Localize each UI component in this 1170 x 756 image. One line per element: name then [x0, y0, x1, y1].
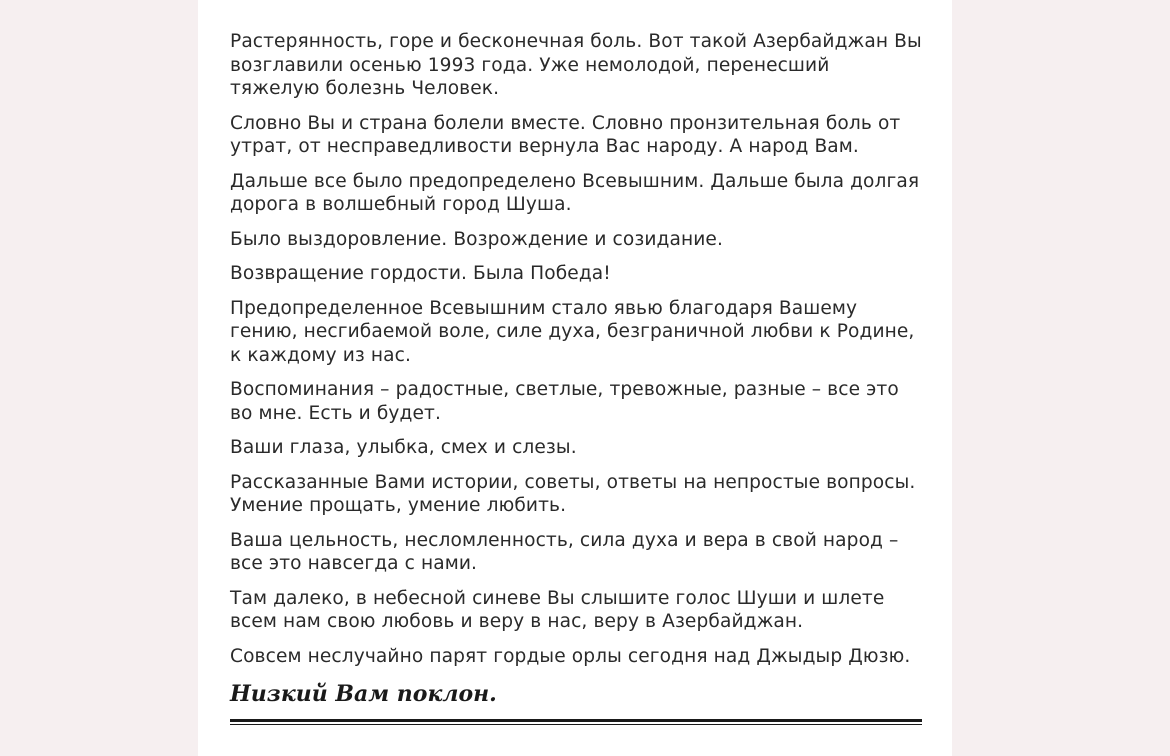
- paragraph: Совсем неслучайно парят гордые орлы сегодня над Джыдыр Дюзю.: [230, 645, 911, 667]
- paragraph: Воспоминания – радостные, светлые, тревожные, разные – все это во мне. Есть и будет.: [230, 379, 899, 424]
- paragraph: Ваша цельность, несломленность, сила духа и вера в свой народ – все это навсегда с нами.: [230, 529, 899, 574]
- rule-thick-line: [230, 719, 922, 722]
- document-page: [198, 0, 952, 756]
- paragraph: Было выздоровление. Возрождение и созидание.: [230, 228, 723, 250]
- paragraph: Возвращение гордости. Была Победа!: [230, 263, 611, 284]
- paragraph: Растерянность, горе и бесконечная боль. Вот такой Азербайджан Вы возглавили осенью 1993 года. Уже немолодой, перенесший тяжелую болезнь Человек.: [230, 31, 922, 99]
- paragraph: Дальше все было предопределено Всевышним. Дальше была долгая дорога в волшебный город Шуша.: [230, 170, 920, 215]
- paragraph: Предопределенное Всевышним стало явью благодаря Вашему гению, несгибаемой воле, силе духа, безграничной любви к Родине, к каждому из нас.: [230, 297, 915, 366]
- paragraph: Там далеко, в небесной синеве Вы слышите голос Шуши и шлете всем нам свою любовь и веру в нас, веру в Азербайджан.: [230, 587, 885, 632]
- paragraph: Рассказанные Вами истории, советы, ответы на непростые вопросы. Умение прощать, умение любить.: [230, 471, 916, 516]
- rule-thin-line: [230, 724, 922, 725]
- paragraph: Ваши глаза, улыбка, смех и слезы.: [230, 437, 577, 458]
- double-rule-divider: [230, 719, 922, 726]
- letter-body: [230, 30, 924, 709]
- paragraph: Словно Вы и страна болели вместе. Словно пронзительная боль от утрат, от несправедливости вернула Вас народу. А народ Вам.: [230, 112, 901, 157]
- closing-line: Низкий Вам поклон.: [230, 681, 497, 707]
